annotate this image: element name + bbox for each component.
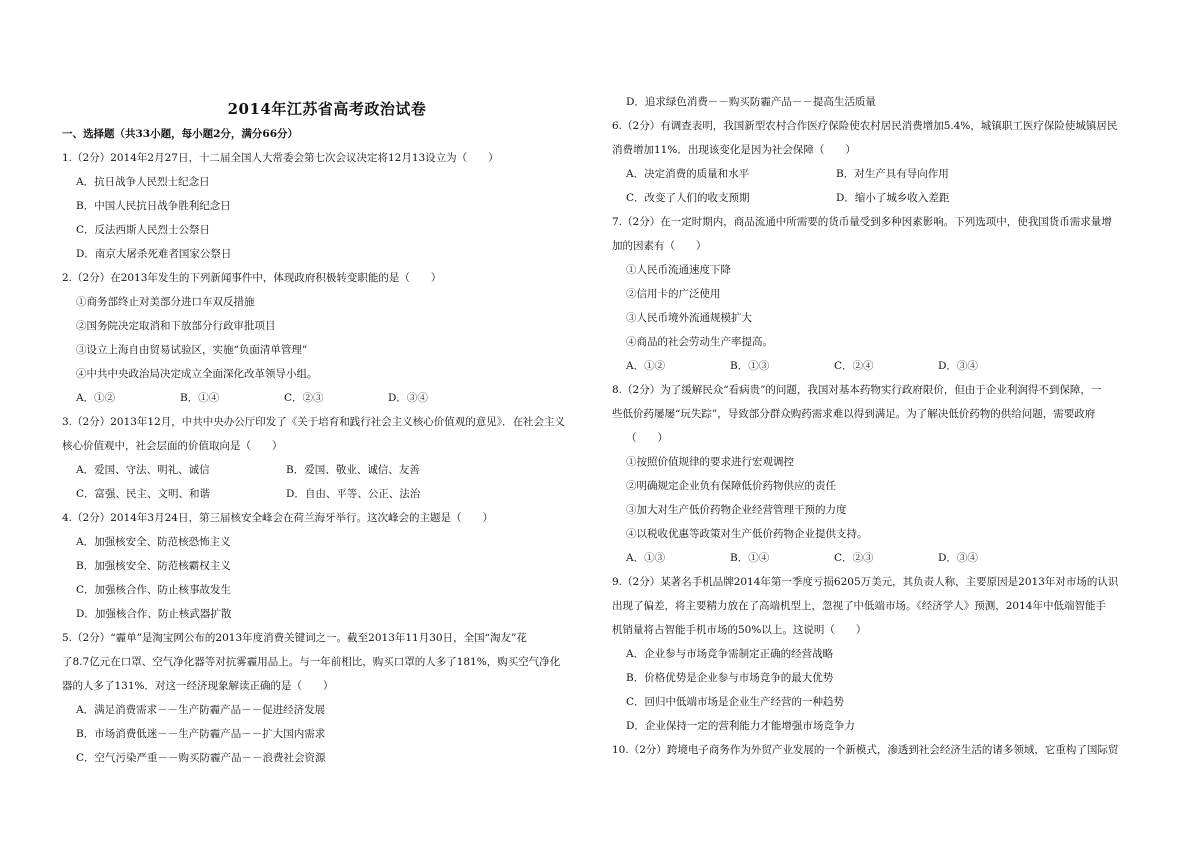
q3-options-row2 xyxy=(62,482,592,506)
q7-options xyxy=(612,354,1132,378)
q5-option-a: A．满足消费需求－－生产防霾产品－－促进经济发展 xyxy=(76,704,326,716)
q7-item-3: ③人民币境外流通规模扩大 xyxy=(626,312,752,324)
q2-item-4: ④中共中央政治局决定成立全面深化改革领导小组。 xyxy=(76,368,318,380)
q5-option-d: D．追求绿色消费－－购买防霾产品－－提高生活质量 xyxy=(626,96,876,108)
q9-option-a: A．企业参与市场竞争需制定正确的经营战略 xyxy=(626,648,834,660)
q2-option-c: C．②③ xyxy=(284,392,324,404)
q6-option-c: C．改变了人们的收支预期 xyxy=(626,192,750,204)
q3-stem-line2: 核心价值观中，社会层面的价值取向是（ ） xyxy=(62,440,283,452)
q8-option-c: C．②③ xyxy=(834,552,874,564)
q1-option-c: C．反法西斯人民烈士公祭日 xyxy=(76,224,211,236)
q8-option-b: B．①④ xyxy=(730,552,770,564)
q3-option-a: A．爱国、守法、明礼、诚信 xyxy=(76,464,210,476)
q8-item-4: ④以税收优惠等政策对生产低价药物企业提供支持。 xyxy=(626,528,868,540)
right-lines xyxy=(612,90,1132,762)
q9-stem-line1: 9.（2分）某著名手机品牌2014年第一季度亏损6205万美元，其负责人称，主要原因是2013年对市场的认识 xyxy=(612,576,1119,588)
q8-item-2: ②明确规定企业负有保障低价药物供应的责任 xyxy=(626,480,836,492)
q1-option-a: A．抗日战争人民烈士纪念日 xyxy=(76,176,210,188)
q1-option-b: B．中国人民抗日战争胜利纪念日 xyxy=(76,200,231,212)
q9-option-d: D．企业保持一定的营利能力才能增强市场竞争力 xyxy=(626,720,855,732)
q5-stem-line3: 器的人多了131%．对这一经济现象解读正确的是（ ） xyxy=(62,680,334,692)
q7-option-b: B．①③ xyxy=(730,360,770,372)
q6-option-d: D．缩小了城乡收入差距 xyxy=(836,192,950,204)
q7-option-d: D．③④ xyxy=(938,360,978,372)
q2-item-3: ③设立上海自由贸易试验区，实施“负面清单管理” xyxy=(76,344,308,356)
q7-item-4: ④商品的社会劳动生产率提高。 xyxy=(626,336,773,348)
q8-stem-line1: 8.（2分）为了缓解民众“看病贵”的问题，我国对基本药物实行政府限价，但由于企业利润得不到保障，一 xyxy=(612,384,1102,396)
q3-options-row1 xyxy=(62,458,592,482)
q2-option-a: A．①② xyxy=(76,392,116,404)
q2-option-d: D．③④ xyxy=(388,392,428,404)
q9-stem-line3: 机销量将占智能手机市场的50%以上。这说明（ ） xyxy=(612,624,867,636)
q7-item-2: ②信用卡的广泛使用 xyxy=(626,288,721,300)
q8-item-3: ③加大对生产低价药物企业经营管理干预的力度 xyxy=(626,504,847,516)
left-lines xyxy=(62,122,592,770)
q4-stem: 4.（2分）2014年3月24日，第三届核安全峰会在荷兰海牙举行。这次峰会的主题是（ ） xyxy=(62,512,493,524)
q3-option-b: B．爱国、敬业、诚信、友善 xyxy=(286,464,420,476)
q8-stem-line2: 些低价药屡屡“玩失踪”，导致部分群众购药需求难以得到满足。为了解决低价药物的供给问题，需要政府 xyxy=(612,408,1096,420)
q2-item-1: ①商务部终止对美部分进口车双反措施 xyxy=(76,296,255,308)
q8-option-d: D．③④ xyxy=(938,552,978,564)
q6-stem-line1: 6.（2分）有调查表明，我国新型农村合作医疗保险使农村居民消费增加5.4%，城镇职工医疗保险使城镇居民 xyxy=(612,120,1118,132)
q8-option-a: A．①③ xyxy=(626,552,666,564)
q6-stem-line2: 消费增加11%．出现该变化是因为社会保障（ ） xyxy=(612,144,856,156)
q7-option-c: C．②④ xyxy=(834,360,874,372)
q2-stem: 2.（2分）在2013年发生的下列新闻事件中，体现政府积极转变职能的是（ ） xyxy=(62,272,442,284)
q9-option-b: B．价格优势是企业参与市场竞争的最大优势 xyxy=(626,672,834,684)
q8-options xyxy=(612,546,1132,570)
q6-option-a: A．决定消费的质量和水平 xyxy=(626,168,750,180)
q7-stem-line1: 7.（2分）在一定时期内，商品流通中所需要的货币量受到多种因素影响。下列选项中，使我国货币需求量增 xyxy=(612,216,1112,228)
q9-stem-line2: 出现了偏差，将主要精力放在了高端机型上，忽视了中低端市场。《经济学人》预测，2014年中低端智能手 xyxy=(612,600,1106,612)
section-heading: 一、选择题（共33小题，每小题2分，满分66分） xyxy=(62,128,299,140)
q5-stem-line2: 了8.7亿元在口罩、空气净化器等对抗雾霾用品上。与一年前相比，购买口罩的人多了181%，购买空气净化 xyxy=(62,656,561,668)
q2-options xyxy=(62,386,592,410)
page-title: 2014年江苏省高考政治试卷 xyxy=(227,100,427,118)
q9-option-c: C．回归中低端市场是企业生产经营的一种趋势 xyxy=(626,696,845,708)
q3-option-d: D．自由、平等、公正、法治 xyxy=(286,488,421,500)
q6-options-row2 xyxy=(612,186,1132,210)
q8-stem-line3: （ ） xyxy=(626,432,668,444)
q10-stem-line1: 10.（2分）跨境电子商务作为外贸产业发展的一个新模式，渗透到社会经济生活的诸多领域，它重构了国际贸 xyxy=(612,744,1119,756)
q2-item-2: ②国务院决定取消和下放部分行政审批项目 xyxy=(76,320,276,332)
q7-stem-line2: 加的因素有（ ） xyxy=(612,240,707,252)
q4-option-d: D．加强核合作、防止核武器扩散 xyxy=(76,608,232,620)
q4-option-c: C．加强核合作、防止核事故发生 xyxy=(76,584,232,596)
q5-option-b: B．市场消费低迷－－生产防霾产品－－扩大国内需求 xyxy=(76,728,326,740)
q1-stem: 1.（2分）2014年2月27日，十二届全国人大常委会第七次会议决定将12月13设立为（ ） xyxy=(62,152,499,164)
q2-option-b: B．①④ xyxy=(180,392,220,404)
q4-option-b: B．加强核安全、防范核霸权主义 xyxy=(76,560,231,572)
q6-options-row1 xyxy=(612,162,1132,186)
q8-item-1: ①按照价值规律的要求进行宏观调控 xyxy=(626,456,794,468)
q6-option-b: B．对生产具有导向作用 xyxy=(836,168,949,180)
q4-option-a: A．加强核安全、防范核恐怖主义 xyxy=(76,536,231,548)
q3-option-c: C．富强、民主、文明、和谐 xyxy=(76,488,211,500)
q7-option-a: A．①② xyxy=(626,360,666,372)
q3-stem-line1: 3.（2分）2013年12月，中共中央办公厅印发了《关于培育和践行社会主义核心价值观的意见》．在社会主义 xyxy=(62,416,566,428)
q5-option-c: C．空气污染严重－－购买防霾产品－－浪费社会资源 xyxy=(76,752,326,764)
q7-item-1: ①人民币流通速度下降 xyxy=(626,264,731,276)
q1-option-d: D．南京大屠杀死难者国家公祭日 xyxy=(76,248,232,260)
q5-stem-line1: 5.（2分）“霾单”是淘宝网公布的2013年度消费关键词之一。截至2013年11月30日，全国“淘友”花 xyxy=(62,632,527,644)
